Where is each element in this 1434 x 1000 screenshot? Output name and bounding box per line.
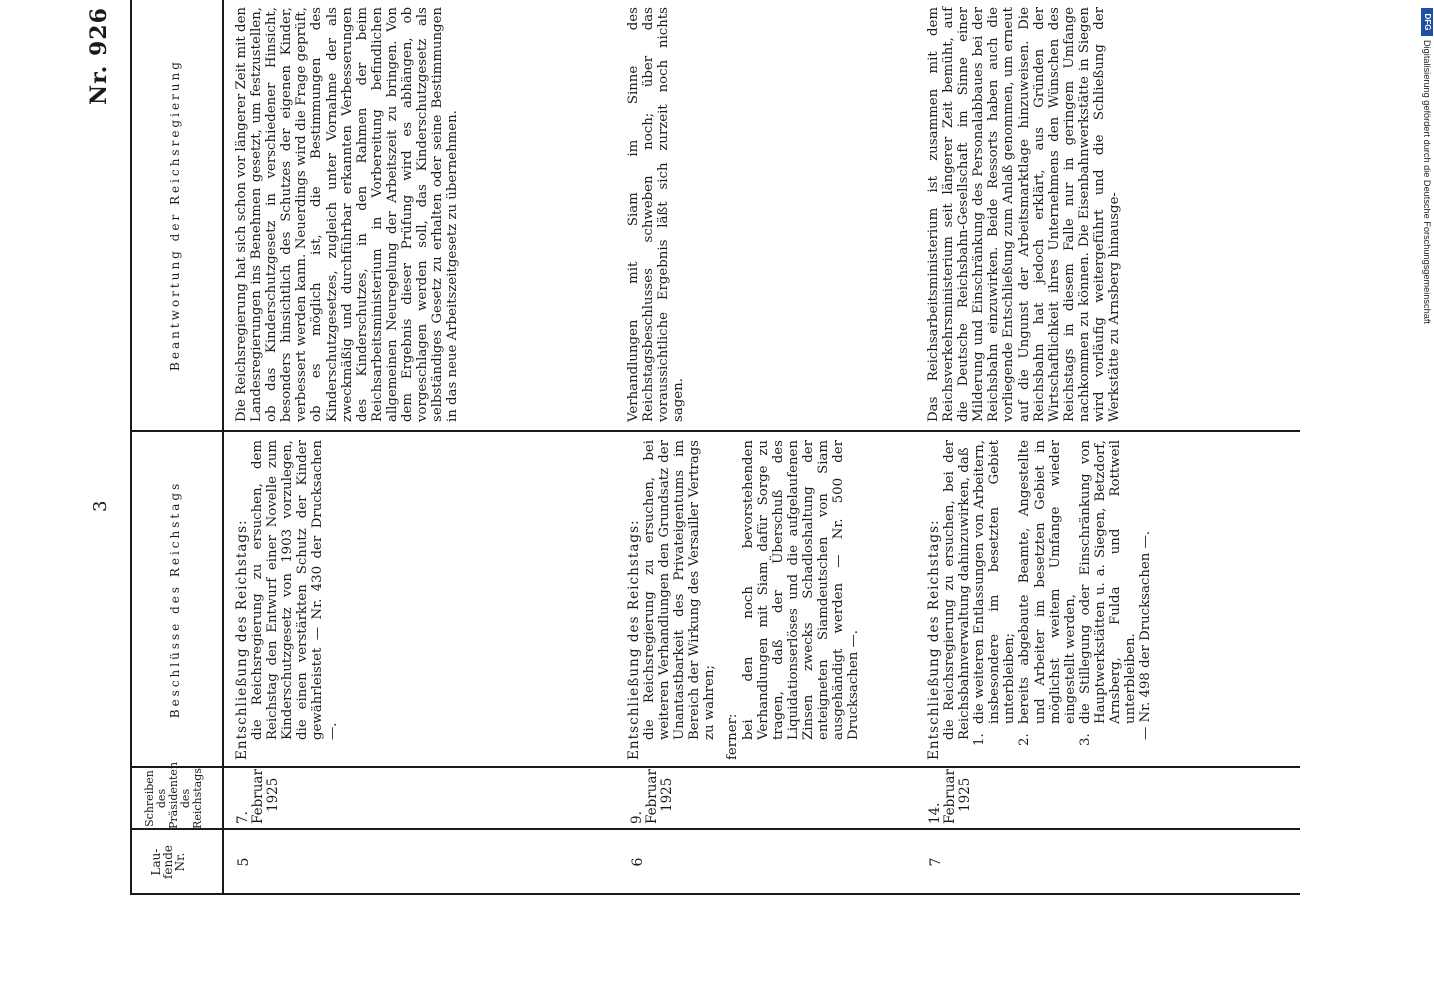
header-text: fende xyxy=(161,844,175,880)
row-number: 5 xyxy=(236,857,252,867)
beschluss-text: die Reichsregierung zu ersuchen, bei weiteren Verhandlungen den Grundsatz der Unantastbarkeit des Privateigentums im Bereich der Wirkung des Versailler Vertrags zu wahren; xyxy=(642,440,718,740)
antwort-text: Das Reichsarbeitsministerium ist zusammen mit dem Reichsverkehrsministerium seit längerer Zeit bemüht, auf die Deutsche Reichsbahn-Gesellschaft im Sinne einer Milderung und Einschränkung des Personalabbaues bei der Reichsbahn einzuwirken. Beide Ressorts haben auch die vorliegende Entschließung zum Anlaß genommen, um erneut auf die Ungunst der Arbeitsmarktlage hinzuweisen. Die Reichsbahn hat jedoch erklärt, aus Gründen der Wirtschaftlichkeit ihres Unternehmens den Wünschen des Reichstags in diesem Falle nur in geringem Umfange nachkommen zu können. Die Eisenbahnwerkstätte in Siegen wird vorläufig weitergeführt und die Schließung der Werkstätte zu Arnsberg hinausge- xyxy=(926,7,1123,422)
row-number: 7 xyxy=(928,857,944,867)
list-item-text: die Stillegung oder Einschränkung von Hauptwerkstätten u. a. Siegen, Betzdorf, Arnsberg, Fulda und Rottweil unterbleiben. xyxy=(1077,440,1139,724)
antwort-cell xyxy=(926,7,1122,422)
list-item-text: die weiteren Entlassungen von Arbeitern, insbesondere im besetzten Gebiet unterbleiben; xyxy=(972,440,1018,724)
row-number: 6 xyxy=(630,857,646,867)
header-rule xyxy=(222,0,224,895)
column-rule-2 xyxy=(130,766,1300,768)
beschluss-cell xyxy=(626,440,861,760)
date-day: 14. Februar xyxy=(927,769,958,824)
table-left-rule xyxy=(130,893,1300,895)
beschluss-title: Entschließung des Reichstags: xyxy=(926,519,942,760)
digitization-note xyxy=(1421,40,1433,422)
digitization-note-text: Digitalisierung gefördert durch die Deutsche Forschungsgemeinschaft xyxy=(1422,40,1432,324)
document-number: Nr. 926 xyxy=(86,7,112,105)
beschluss-title: Entschließung des Reichstags: xyxy=(234,519,250,760)
column-rule-1 xyxy=(130,828,1300,830)
header-schreiben xyxy=(143,761,204,829)
date-year: 1925 xyxy=(659,777,675,812)
antwort-text: Die Reichsregierung hat sich schon vor längerer Zeit mit den Landesregierungen ins Benehmen gesetzt, um festzustellen, ob das Kinderschutzgesetz in verschiedener Hinsicht, besonders hinsichtlich des Schutzes der eigenen Kinder, verbessert werden kann. Neuerdings wird die Frage geprüft, ob es möglich ist, die Bestimmungen des Kinderschutzgesetzes, zugleich unter Vornahme der als zweckmäßig und durchführbar erkannten Verbesserungen des Kinderschutzes, in den Rahmen der beim Reichsarbeitsministerium in Vorbereitung befindlichen allgemeinen Neuregelung der Arbeitszeit zu bringen. Von dem Ergebnis dieser Prüfung wird es abhängen, ob vorgeschlagen werden soll, das Kinderschutzgesetz als selbständiges Gesetz zu erhalten oder seine Bestimmungen in das neue Arbeitszeitgesetz zu übernehmen. xyxy=(234,7,461,422)
header-text: Nr. xyxy=(173,852,187,872)
date-day: 9. Februar xyxy=(629,769,660,824)
page-number: 3 xyxy=(90,500,111,512)
list-item xyxy=(1017,440,1077,760)
beschluss-title: Entschließung des Reichstags: xyxy=(626,519,642,760)
antwort-cell xyxy=(626,7,686,422)
beschluss-text-2: bei den noch bevorstehenden Verhandlungen mit Siam dafür Sorge zu tragen, daß der Überschuß des Liquidationserlöses und die aufgelaufenen Zinsen zwecks Schadloshaltung der enteigneten Siamdeutschen von Siam ausgehändigt werden — Nr. 500 der Drucksachen —. xyxy=(740,440,862,740)
list-item-label: 1. xyxy=(972,733,988,746)
antwort-text: Verhandlungen mit Siam im Sinne des Reichstagsbeschlusses schweben noch; über das voraussichtliche Ergebnis läßt sich zurzeit noch nichts sagen. xyxy=(626,7,687,422)
list-item-label: 3. xyxy=(1077,733,1093,746)
header-laufende-nr xyxy=(150,830,186,894)
date-year: 1925 xyxy=(957,777,973,812)
row-date xyxy=(630,766,675,824)
beschluss-end: — Nr. 498 der Drucksachen —. xyxy=(1138,530,1154,740)
row-date xyxy=(236,766,281,824)
header-beantwortung: Beantwortung der Reichsregierung xyxy=(168,59,182,371)
table-top-rule xyxy=(130,0,132,895)
beschluss-ferner: ferner: xyxy=(725,713,741,760)
header-text: des xyxy=(155,788,168,809)
antwort-cell xyxy=(234,7,460,422)
header-beschluesse: Beschlüsse des Reichstags xyxy=(168,480,182,719)
header-text: Reichstags xyxy=(191,768,204,829)
header-text: Lau- xyxy=(149,848,163,876)
list-item xyxy=(972,440,1017,760)
beschluss-text: die Reichsregierung zu ersuchen, bei der Reichsbahnverwaltung dahinzuwirken, daß xyxy=(942,440,973,740)
header-text: Schreiben xyxy=(143,770,156,827)
dfg-logo-text: DFG xyxy=(1423,13,1432,31)
list-item-label: 2. xyxy=(1017,733,1033,746)
header-text: Präsidenten xyxy=(167,761,180,829)
list-item-text: bereits abgebaute Beamte, Angestellte und Arbeiter im besetzten Gebiet in möglichst weitem Umfange wieder eingestellt werden, xyxy=(1017,440,1078,724)
date-year: 1925 xyxy=(265,777,281,812)
dfg-logo xyxy=(1421,8,1433,36)
beschluss-cell xyxy=(926,440,1153,760)
header-text: des xyxy=(179,788,192,809)
row-date xyxy=(928,766,973,824)
beschluss-cell xyxy=(234,440,341,760)
beschluss-text: die Reichsregierung zu ersuchen, dem Reichstag den Entwurf einer Novelle zum Kinderschutzgesetz von 1903 vorzulegen, die einen verstärkten Schutz der Kinder gewährleistet — Nr. 430 der Drucksachen —. xyxy=(250,440,341,740)
column-rule-3 xyxy=(130,430,1300,432)
list-item xyxy=(1078,440,1138,760)
date-day: 7. Februar xyxy=(235,769,266,824)
